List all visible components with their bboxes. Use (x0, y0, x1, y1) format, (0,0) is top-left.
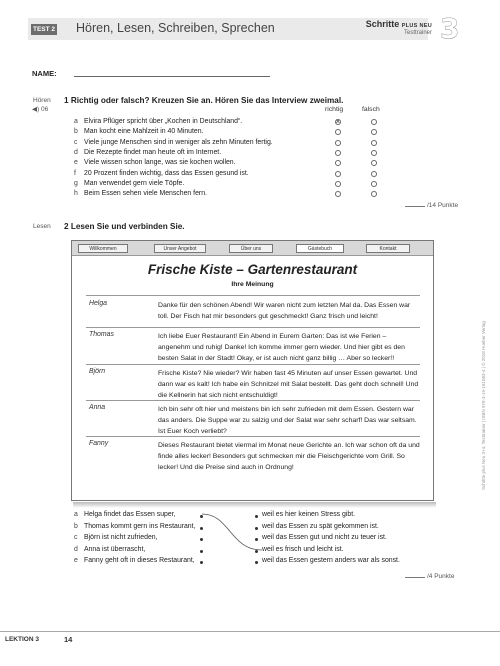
match-right-item: weil es frisch und leicht ist. (262, 545, 344, 553)
page-header (0, 0, 500, 62)
match-left-text: Björn ist nicht zufrieden, (84, 534, 158, 541)
statement-text: Beim Essen sehen viele Menschen fern. (84, 190, 207, 198)
match-left-text: Helga findet das Essen super, (84, 511, 176, 518)
falsch-radio[interactable] (371, 119, 377, 125)
level-number: 3 (440, 12, 460, 45)
richtig-radio[interactable] (335, 119, 341, 125)
task2-score: /4 Punkte (405, 573, 454, 580)
match-left-text: Fanny geht oft in dieses Restaurant, (84, 557, 195, 564)
header-title: Hören, Lesen, Schreiben, Sprechen (76, 21, 275, 35)
audio-track: ◀) 06 (32, 106, 49, 113)
task1-skill-label: Hören (33, 97, 51, 104)
match-right-item: weil es hier keinen Stress gibt. (262, 511, 356, 518)
richtig-radio[interactable] (335, 160, 341, 166)
review-divider (86, 400, 420, 401)
reviewer-name: Fanny (89, 440, 109, 447)
brand-logo (358, 19, 432, 36)
statement-letter: e (74, 159, 78, 167)
statement-text: Viele junge Menschen sind in weniger als zehn Minuten fertig. (84, 138, 273, 146)
statement-row (74, 138, 273, 148)
match-letter: e (74, 557, 78, 564)
footer-divider (0, 631, 500, 632)
divider (86, 295, 420, 296)
falsch-radio[interactable] (371, 140, 377, 146)
page-number: 14 (64, 635, 73, 644)
match-left-text: Thomas kommt gern ins Restaurant, (84, 522, 196, 530)
reviewer-name: Helga (89, 300, 108, 307)
statement-row (74, 189, 207, 199)
statement-row (74, 117, 242, 127)
match-dot-right[interactable] (255, 561, 258, 564)
score-blank[interactable] (405, 577, 425, 578)
statement-row (74, 127, 204, 137)
nav-tab-angebot[interactable]: Unser Angebot (154, 244, 206, 253)
brand-plus: PLUS NEU (401, 23, 432, 29)
match-letter: b (74, 522, 78, 530)
falsch-radio[interactable] (371, 181, 377, 187)
website-nav (72, 241, 433, 256)
match-left-item (74, 523, 195, 530)
review-divider (86, 327, 420, 328)
statement-letter: a (74, 118, 78, 125)
review-text: Ich liebe Euer Restaurant! Ein Abend in Eurem Garten: Das ist wie Ferien – angenehm und ruhig! Danke! Ich komme immer gern wieder. Und hier gibt es den besten Salat in der Stadt! Okay, er ist auch nicht ganz billig … Aber so lecker!! (158, 333, 405, 362)
match-left-item (74, 511, 176, 518)
match-letter: c (74, 534, 78, 541)
match-dot-left[interactable] (200, 561, 203, 564)
col-falsch: falsch (362, 106, 380, 113)
task1-title: 1 Richtig oder falsch? Kreuzen Sie an. Hören Sie das Interview zweimal. (64, 96, 344, 105)
richtig-radio[interactable] (335, 150, 341, 156)
match-left-item (74, 534, 158, 541)
review-text: Ich bin sehr oft hier und meistens bin ich sehr zufrieden mit dem Essen. Gestern war das anders. Die Suppe war zu salzig und der Salat war sehr scharf! Das war seltsam. Ist Euer Koch verliebt? (158, 406, 417, 435)
score-blank[interactable] (405, 206, 425, 207)
statement-row (74, 158, 236, 168)
reviewer-name: Thomas (89, 331, 114, 338)
col-richtig: richtig (325, 106, 344, 113)
brand-name: Schritte (365, 19, 400, 29)
falsch-radio[interactable] (371, 150, 377, 156)
match-example-line (200, 510, 270, 560)
statement-letter: c (74, 138, 78, 146)
task2-skill-label: Lesen (33, 223, 51, 230)
review-divider (86, 436, 420, 437)
richtig-radio[interactable] (335, 171, 341, 177)
statement-row (74, 169, 249, 179)
statement-letter: f (74, 169, 76, 177)
richtig-radio[interactable] (335, 129, 341, 135)
statement-text: 20 Prozent finden wichtig, dass das Essen gesund ist. (84, 169, 249, 177)
review-divider (86, 364, 420, 365)
statement-letter: b (74, 128, 78, 136)
falsch-radio[interactable] (371, 129, 377, 135)
statement-text: Die Rezepte findet man heute oft im Internet. (84, 148, 222, 156)
match-left-text: Anna ist überrascht, (84, 545, 146, 553)
match-right-item: weil das Essen zu spät gekommen ist. (262, 522, 379, 530)
match-right-item: weil das Essen gut und nicht zu teuer ist. (262, 534, 387, 541)
falsch-radio[interactable] (371, 191, 377, 197)
match-letter: a (74, 511, 78, 518)
copyright-note: Schritte plus Neu 3+4, Testtrainer | ISBN 978-3-19-161083-4 | © 2018 Hueber Verlag (481, 321, 486, 490)
match-left-item (74, 557, 195, 564)
webpage-shadow (73, 502, 436, 508)
nav-tab-willkommen[interactable]: Willkommen (78, 244, 128, 253)
site-title: Frische Kiste – Gartenrestaurant (147, 262, 358, 277)
name-field[interactable] (74, 76, 270, 77)
name-label: NAME: (32, 69, 57, 78)
statement-letter: d (74, 148, 78, 156)
task1-score: /14 Punkte (405, 202, 458, 209)
reviewer-name: Anna (89, 404, 106, 411)
review-text: Frische Kiste? Nie wieder? Wir haben fast 45 Minuten auf unser Essen gewartet. Und dann war es kalt! Ich habe ein Schnitzel mit Salat bestellt. Das geht doch schnell! Und die Kellnerin hat sich nicht entschuldigt! (158, 370, 419, 399)
statement-text: Elvira Pflüger spricht über „Kochen in Deutschland“. (84, 118, 243, 125)
falsch-radio[interactable] (371, 171, 377, 177)
review-text: Dieses Restaurant bietet viermal im Monat neue Gerichte an. Ich war schon oft da und finde alles lecker! Besonders gut schmecken mir die Fleischgerichte vom Grill. So lecker! Und die Preise sind auch in Ordnung! (158, 442, 420, 471)
statement-letter: g (74, 179, 78, 187)
statement-letter: h (74, 190, 78, 198)
brand-subtitle: Testtrainer (403, 30, 432, 36)
nav-tab-kontakt[interactable]: Kontakt (366, 244, 410, 253)
statement-text: Man kocht eine Mahlzeit in 40 Minuten. (84, 128, 204, 136)
task2-title: 2 Lesen Sie und verbinden Sie. (64, 222, 185, 231)
test-badge: TEST 2 (32, 26, 56, 33)
statement-text: Man verwendet gern viele Töpfe. (84, 179, 185, 187)
richtig-radio[interactable] (335, 140, 341, 146)
reviewer-name: Björn (89, 368, 106, 375)
restaurant-webpage (71, 240, 434, 501)
match-left-item (74, 546, 145, 553)
match-letter: d (74, 545, 78, 553)
statement-row (74, 179, 184, 189)
statement-text: Viele wissen schon lange, was sie kochen wollen. (84, 159, 236, 167)
falsch-radio[interactable] (371, 160, 377, 166)
match-right-item: weil das Essen gestern anders war als sonst. (262, 557, 400, 564)
lesson-label: LEKTION 3 (5, 636, 39, 643)
richtig-radio[interactable] (335, 191, 341, 197)
nav-tab-gaestebuch[interactable]: Gästebuch (296, 244, 344, 253)
site-subtitle: Ihre Meinung (231, 281, 274, 288)
review-text: Danke für den schönen Abend! Wir waren nicht zum letzten Mal da. Das Essen war toll. Der Fisch hat mir besonders gut geschmeckt! Ganz frisch und leicht! (158, 302, 411, 320)
richtig-radio[interactable] (335, 181, 341, 187)
nav-tab-ueber-uns[interactable]: Über uns (229, 244, 273, 253)
statement-row (74, 148, 221, 158)
